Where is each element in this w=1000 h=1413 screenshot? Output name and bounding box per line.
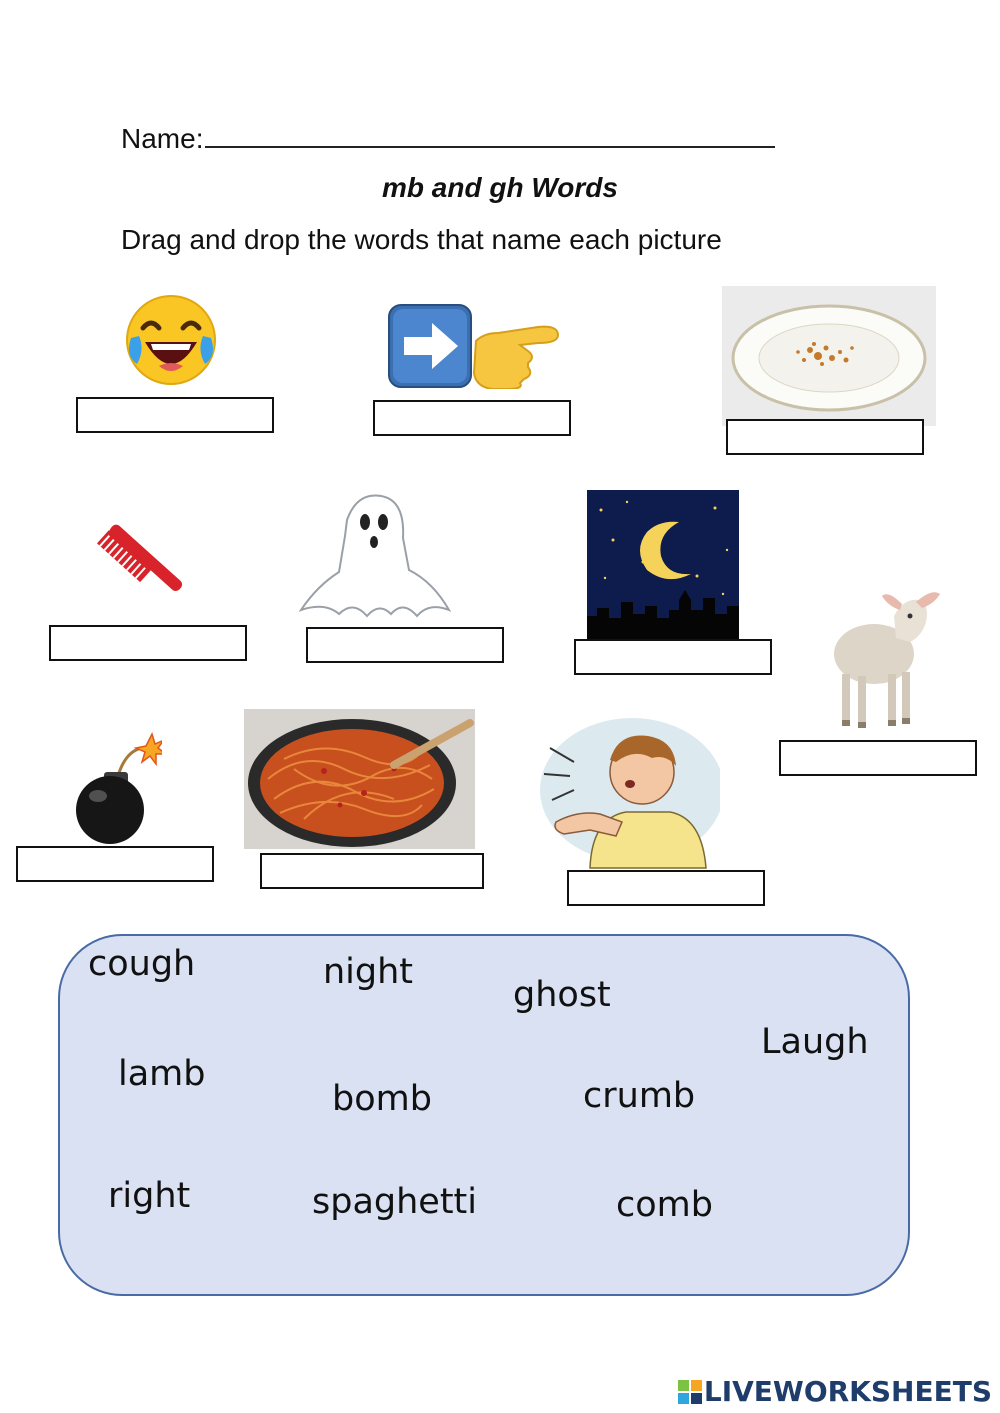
lamb-icon bbox=[818, 576, 942, 732]
word-tile-lamb[interactable]: lamb bbox=[118, 1054, 206, 1094]
answer-box-6[interactable] bbox=[574, 639, 772, 675]
word-tile-cough[interactable]: cough bbox=[88, 944, 196, 984]
bomb-icon bbox=[72, 726, 162, 844]
plate-with-crumbs-icon bbox=[722, 286, 936, 426]
word-tile-night[interactable]: night bbox=[323, 952, 414, 992]
answer-box-3[interactable] bbox=[726, 419, 924, 455]
answer-box-1[interactable] bbox=[76, 397, 274, 433]
page-title: mb and gh Words bbox=[382, 172, 618, 203]
night-sky-moon-icon bbox=[587, 490, 739, 640]
name-underline bbox=[205, 120, 775, 148]
word-tile-right[interactable]: right bbox=[108, 1176, 191, 1216]
answer-box-4[interactable] bbox=[49, 625, 247, 661]
answer-box-5[interactable] bbox=[306, 627, 504, 663]
liveworksheets-brand bbox=[678, 1375, 992, 1408]
word-bank bbox=[58, 934, 910, 1296]
liveworksheets-brand-text: LIVEWORKSHEETS bbox=[703, 1375, 992, 1408]
spaghetti-pan-icon bbox=[244, 709, 475, 849]
word-tile-crumb[interactable]: crumb bbox=[583, 1076, 696, 1116]
word-tile-ghost[interactable]: ghost bbox=[513, 975, 611, 1015]
word-tile-bomb[interactable]: bomb bbox=[332, 1079, 432, 1119]
answer-box-10[interactable] bbox=[567, 870, 765, 906]
liveworksheets-logo-icon bbox=[678, 1378, 702, 1402]
laughing-emoji-icon bbox=[125, 290, 217, 390]
answer-box-8[interactable] bbox=[16, 846, 214, 882]
coughing-boy-icon bbox=[530, 718, 720, 870]
word-tile-comb[interactable]: comb bbox=[616, 1185, 713, 1225]
instructions: Drag and drop the words that name each picture bbox=[121, 224, 722, 255]
answer-box-7[interactable] bbox=[779, 740, 977, 776]
word-tile-spaghetti[interactable]: spaghetti bbox=[312, 1182, 478, 1222]
name-label: Name: bbox=[121, 123, 204, 154]
answer-box-9[interactable] bbox=[260, 853, 484, 889]
red-comb-icon bbox=[88, 510, 190, 612]
name-field bbox=[121, 120, 775, 155]
right-arrow-pointing-hand-icon bbox=[388, 303, 560, 389]
answer-box-2[interactable] bbox=[373, 400, 571, 436]
ghost-icon bbox=[299, 490, 451, 618]
word-tile-laugh[interactable]: Laugh bbox=[761, 1022, 869, 1062]
